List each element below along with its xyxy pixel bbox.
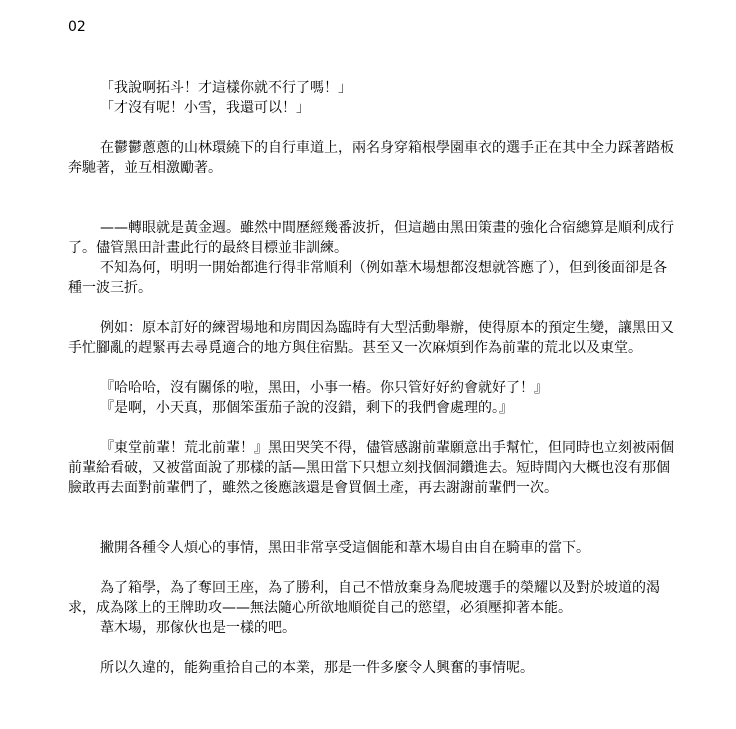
document-body: [68, 78, 674, 678]
narrative-paragraph: 所以久違的，能夠重拾自己的本業，那是一件多麼令人興奮的事情呢。: [100, 660, 534, 676]
narrative-paragraph: 在鬱鬱蔥蔥的山林環繞下的自行車道上，兩名身穿箱根學園車衣的選手正在其中全力踩著踏板奔馳著，並互相激勵著。: [68, 140, 674, 176]
page-number: 02: [68, 19, 86, 35]
narrative-paragraph: 為了箱學，為了奪回王座，為了勝利，自己不惜放棄身為爬坡選手的榮耀以及對於坡道的渴求，成為隊上的王牌助攻——無法隨心所欲地順從自己的慾望，必須壓抑著本能。: [68, 580, 660, 616]
narrative-paragraph: ——轉眼就是黃金週。雖然中間歷經幾番波折，但這趟由黑田策畫的強化合宿總算是順利成行了。儘管黑田計畫此行的最終目標並非訓練。: [68, 220, 674, 256]
narrative-paragraph: 不知為何，明明一開始都進行得非常順利（例如葦木場想都沒想就答應了），但到後面卻是各種一波三折。: [68, 260, 667, 296]
dialogue-line: 「才沒有呢！小雪，我還可以！」: [100, 100, 310, 116]
narrative-paragraph: 例如：原本訂好的練習場地和房間因為臨時有大型活動舉辦，使得原本的預定生變，讓黑田又手忙腳亂的趕緊再去尋覓適合的地方與住宿點。甚至又一次麻煩到作為前輩的荒北以及東堂。: [68, 320, 674, 356]
narrative-paragraph: 『東堂前輩！荒北前輩！』黑田哭笑不得，儘管感謝前輩願意出手幫忙，但同時也立刻被兩個前輩給看破，又被當面說了那樣的話—黑田當下只想立刻找個洞鑽進去。短時間內大概也沒有那個臉敢再去面對前輩們了，雖然之後應該還是會買個土產，再去謝謝前輩們一次。: [68, 440, 674, 496]
dialogue-line: 『哈哈哈，沒有關係的啦，黑田，小事一樁。你只管好好約會就好了！』: [100, 380, 548, 396]
dialogue-line: 「我說啊拓斗！才這樣你就不行了嗎！」: [100, 80, 352, 96]
narrative-paragraph: 葦木場，那傢伙也是一樣的吧。: [100, 620, 296, 636]
dialogue-line: 『是啊，小天真，那個笨蛋茄子說的沒錯，剩下的我們會處理的。』: [100, 400, 513, 416]
narrative-paragraph: 撇開各種令人煩心的事情，黑田非常享受這個能和葦木場自由自在騎車的當下。: [100, 540, 590, 556]
